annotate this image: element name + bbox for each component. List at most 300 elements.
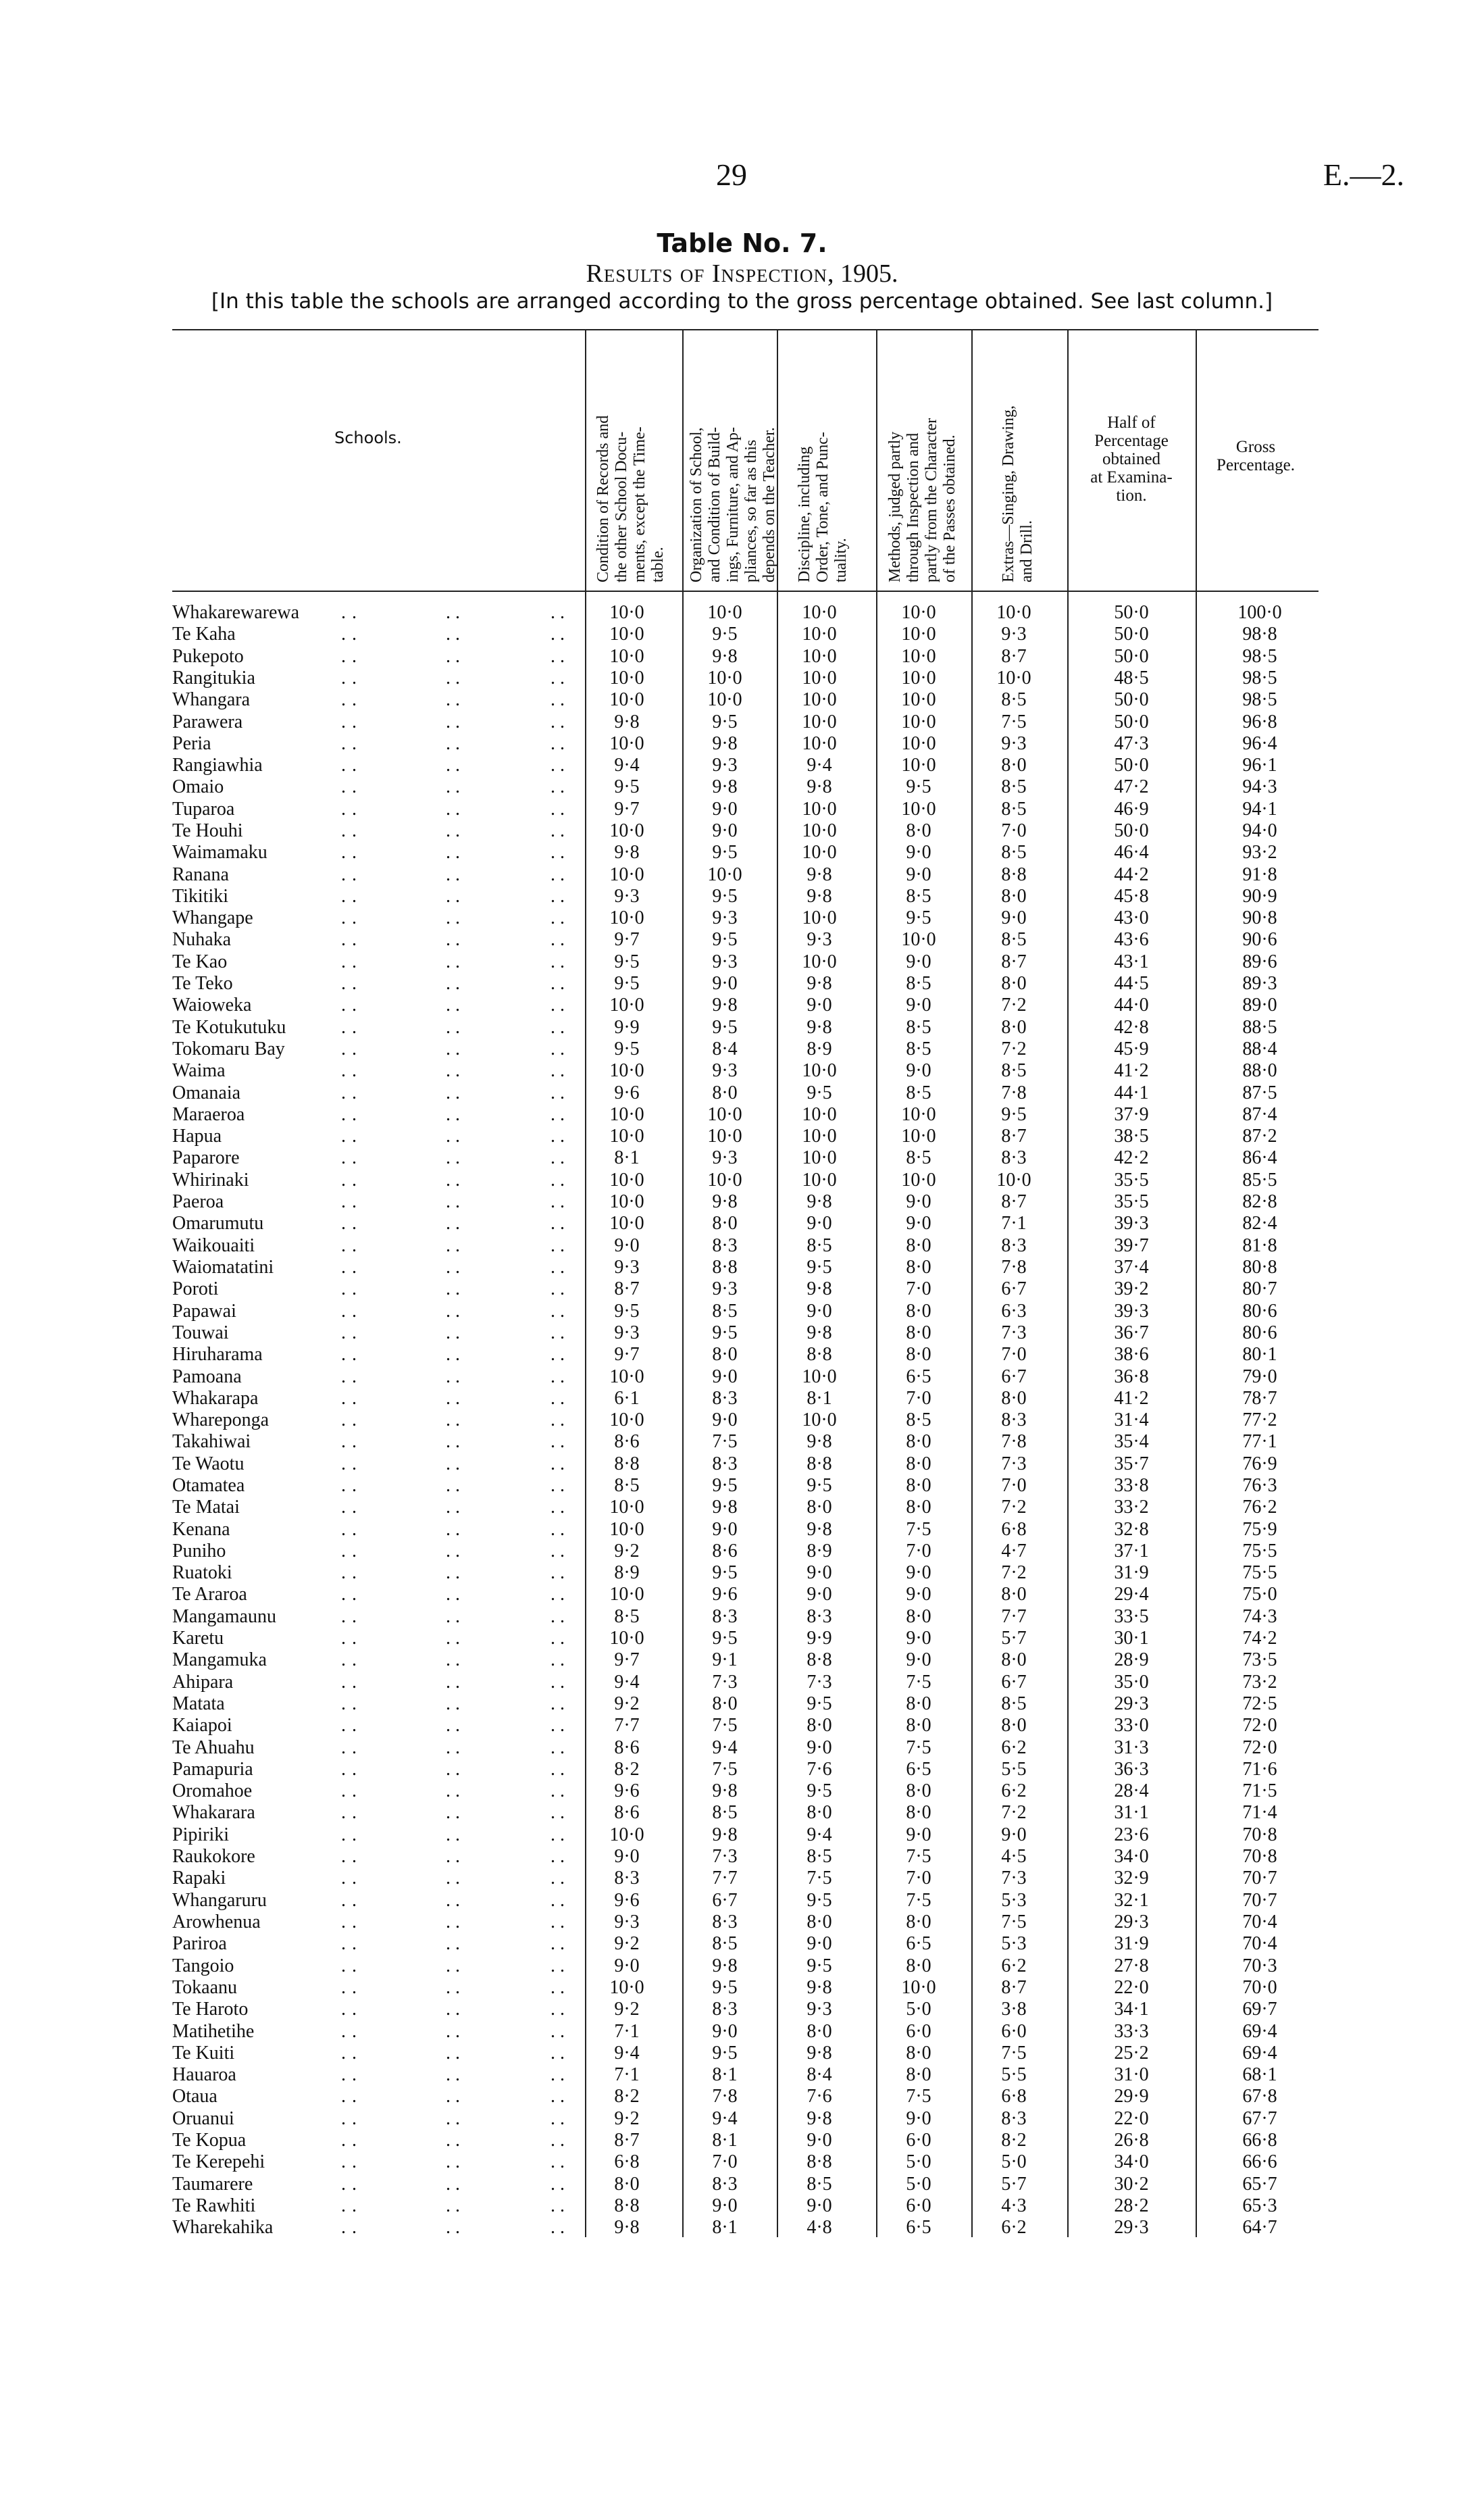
half-percentage: 31·9 [1114, 1562, 1149, 1583]
methods-score: 8·0 [906, 1322, 931, 1343]
extras-score: 6·2 [1001, 1780, 1027, 1801]
table-row [0, 1082, 1484, 1104]
half-percentage: 37·4 [1114, 1257, 1149, 1278]
half-percentage: 31·4 [1114, 1409, 1149, 1430]
school-name: Waimamaku [172, 842, 267, 863]
extras-score: 7·0 [1001, 1475, 1027, 1496]
methods-score: 7·5 [906, 1737, 931, 1758]
discipline-score: 10·0 [802, 711, 837, 732]
discipline-score: 9·8 [807, 1519, 832, 1540]
leader-dots: . . [341, 1890, 357, 1911]
gross-percentage: 90·8 [1242, 907, 1277, 928]
table-row [0, 1301, 1484, 1322]
extras-score: 6·7 [1001, 1278, 1027, 1299]
table-row [0, 1409, 1484, 1431]
records-score: 10·0 [609, 1366, 644, 1387]
gross-percentage: 72·0 [1242, 1737, 1277, 1758]
school-name: Tangoio [172, 1955, 234, 1976]
records-score: 10·0 [609, 733, 644, 754]
records-score: 7·1 [614, 2064, 640, 2085]
discipline-score: 8·0 [807, 2021, 832, 2042]
table-row [0, 1584, 1484, 1605]
table-row [0, 1890, 1484, 1912]
records-score: 9·7 [614, 1649, 640, 1670]
organization-score: 8·0 [712, 1082, 738, 1103]
half-percentage: 29·4 [1114, 1584, 1149, 1605]
extras-score: 6·2 [1001, 2217, 1027, 2238]
leader-dots: . . [341, 1147, 357, 1168]
organization-score: 7·3 [712, 1846, 738, 1867]
extras-score: 7·2 [1001, 1497, 1027, 1518]
organization-score: 7·7 [712, 1868, 738, 1889]
school-name: Pamapuria [172, 1759, 253, 1780]
leader-dots: . . [341, 646, 357, 667]
school-name: Tuparoa [172, 799, 235, 820]
leader-dots: . . [551, 1322, 565, 1343]
discipline-score: 9·0 [807, 1301, 832, 1322]
records-score: 9·7 [614, 1344, 640, 1365]
leader-dots: . . [341, 2086, 357, 2107]
extras-score: 8·5 [1001, 799, 1027, 820]
gross-percentage: 90·6 [1242, 929, 1277, 950]
gross-percentage: 76·3 [1242, 1475, 1277, 1496]
half-percentage: 35·4 [1114, 1431, 1149, 1452]
leader-dots: . . [341, 2195, 357, 2216]
table-row [0, 1693, 1484, 1715]
methods-score: 5·0 [906, 1999, 931, 2020]
organization-score: 7·0 [712, 2151, 738, 2172]
leader-dots: . . [341, 1344, 357, 1365]
leader-dots: . . [446, 1475, 460, 1496]
leader-dots: . . [341, 1693, 357, 1714]
organization-score: 9·8 [712, 1780, 738, 1801]
discipline-score: 10·0 [802, 951, 837, 972]
leader-dots: . . [446, 2130, 460, 2151]
organization-score: 8·3 [712, 1606, 738, 1627]
gross-percentage: 69·4 [1242, 2043, 1277, 2064]
table-row [0, 1104, 1484, 1126]
leader-dots: . . [446, 1846, 460, 1867]
methods-score: 8·0 [906, 1497, 931, 1518]
extras-score: 10·0 [996, 1170, 1031, 1191]
gross-percentage: 79·0 [1242, 1366, 1277, 1387]
methods-score: 10·0 [901, 668, 936, 689]
extras-score: 5·7 [1001, 2174, 1027, 2195]
discipline-score: 9·0 [807, 1213, 832, 1234]
records-score: 10·0 [609, 1213, 644, 1234]
leader-dots: . . [551, 2108, 565, 2129]
records-score: 9·4 [614, 1672, 640, 1693]
school-name: Nuhaka [172, 929, 232, 950]
half-percentage: 22·0 [1114, 2108, 1149, 2129]
extras-score: 8·0 [1001, 755, 1027, 776]
organization-score: 8·3 [712, 1999, 738, 2020]
gross-percentage: 75·0 [1242, 1584, 1277, 1605]
extras-score: 8·0 [1001, 1649, 1027, 1670]
records-score: 10·0 [609, 820, 644, 841]
organization-score: 9·5 [712, 842, 738, 863]
records-score: 9·5 [614, 951, 640, 972]
half-percentage: 30·1 [1114, 1628, 1149, 1649]
leader-dots: . . [551, 1431, 565, 1452]
half-percentage: 44·2 [1114, 864, 1149, 885]
leader-dots: . . [551, 1453, 565, 1474]
discipline-score: 9·0 [807, 995, 832, 1016]
table-row [0, 1278, 1484, 1300]
records-score: 9·7 [614, 929, 640, 950]
extras-score: 8·3 [1001, 1147, 1027, 1168]
organization-score: 9·5 [712, 624, 738, 645]
methods-score: 8·0 [906, 1912, 931, 1932]
table-row [0, 646, 1484, 668]
leader-dots: . . [341, 1912, 357, 1932]
leader-dots: . . [551, 1606, 565, 1627]
leader-dots: . . [446, 755, 460, 776]
discipline-score: 8·8 [807, 1649, 832, 1670]
header-line: through Inspection and [904, 432, 922, 582]
records-score: 10·0 [609, 995, 644, 1016]
school-name: Whangaruru [172, 1890, 267, 1911]
records-score: 9·5 [614, 1301, 640, 1322]
extras-score: 8·5 [1001, 776, 1027, 797]
leader-dots: . . [551, 820, 565, 841]
table-row [0, 2195, 1484, 2217]
school-name: Te Kopua [172, 2130, 247, 2151]
leader-dots: . . [446, 2064, 460, 2085]
school-name: Matata [172, 1693, 225, 1714]
school-name: Te Matai [172, 1497, 240, 1518]
organization-score: 8·1 [712, 2217, 738, 2238]
half-percentage: 31·3 [1114, 1737, 1149, 1758]
discipline-score: 7·3 [807, 1672, 832, 1693]
gross-percentage: 64·7 [1242, 2217, 1277, 2238]
extras-score: 8·2 [1001, 2130, 1027, 2151]
discipline-score: 10·0 [802, 733, 837, 754]
methods-score: 9·0 [906, 1562, 931, 1583]
extras-score: 8·7 [1001, 1191, 1027, 1212]
methods-score: 9·0 [906, 1191, 931, 1212]
extras-score: 7·3 [1001, 1322, 1027, 1343]
discipline-score: 4·8 [807, 2217, 832, 2238]
gross-percentage: 98·5 [1242, 668, 1277, 689]
extras-score: 7·5 [1001, 2043, 1027, 2064]
discipline-score: 8·8 [807, 1453, 832, 1474]
header-line: Gross [1235, 438, 1276, 456]
methods-score: 9·0 [906, 1649, 931, 1670]
gross-percentage: 82·8 [1242, 1191, 1277, 1212]
table-note: [In this table the schools are arranged according to the gross percentage obtained. See last column.] [211, 289, 1273, 314]
gross-percentage: 70·7 [1242, 1868, 1277, 1889]
leader-dots: . . [341, 733, 357, 754]
half-percentage: 46·4 [1114, 842, 1149, 863]
leader-dots: . . [446, 646, 460, 667]
header-line: pliances, so far as this [742, 439, 760, 582]
school-name: Hiruharama [172, 1344, 263, 1365]
half-percentage: 50·0 [1114, 602, 1149, 623]
table-row [0, 1388, 1484, 1409]
records-score: 8·8 [614, 1453, 640, 1474]
organization-score: 9·4 [712, 2108, 738, 2129]
leader-dots: . . [551, 1890, 565, 1911]
leader-dots: . . [341, 1017, 357, 1038]
gross-percentage: 96·4 [1242, 733, 1277, 754]
header-line: tion. [1116, 486, 1147, 505]
column-header-gross-percentage [1196, 438, 1316, 474]
half-percentage: 39·3 [1114, 1301, 1149, 1322]
methods-score: 8·5 [906, 1039, 931, 1059]
school-name: Touwai [172, 1322, 229, 1343]
leader-dots: . . [551, 1737, 565, 1758]
leader-dots: . . [446, 1824, 460, 1845]
records-score: 10·0 [609, 602, 644, 623]
leader-dots: . . [341, 1628, 357, 1649]
discipline-score: 10·0 [802, 1126, 837, 1147]
leader-dots: . . [341, 668, 357, 689]
leader-dots: . . [446, 2043, 460, 2064]
discipline-score: 10·0 [802, 1104, 837, 1125]
half-percentage: 29·3 [1114, 2217, 1149, 2238]
extras-score: 5·0 [1001, 2151, 1027, 2172]
table-row [0, 951, 1484, 973]
column-header-records [594, 416, 667, 582]
records-score: 9·8 [614, 711, 640, 732]
half-percentage: 35·5 [1114, 1191, 1149, 1212]
leader-dots: . . [446, 1693, 460, 1714]
extras-score: 8·3 [1001, 1235, 1027, 1256]
records-score: 8·6 [614, 1431, 640, 1452]
school-name: Oromahoe [172, 1780, 253, 1801]
half-percentage: 30·2 [1114, 2174, 1149, 2195]
discipline-score: 9·8 [807, 2108, 832, 2129]
leader-dots: . . [446, 1213, 460, 1234]
table-row [0, 1453, 1484, 1475]
organization-score: 9·8 [712, 776, 738, 797]
methods-score: 7·5 [906, 2086, 931, 2107]
half-percentage: 39·3 [1114, 1213, 1149, 1234]
records-score: 7·1 [614, 2021, 640, 2042]
leader-dots: . . [341, 864, 357, 885]
discipline-score: 9·8 [807, 1977, 832, 1998]
discipline-score: 9·0 [807, 1737, 832, 1758]
gross-percentage: 70·4 [1242, 1933, 1277, 1954]
school-name: Pipiriki [172, 1824, 230, 1845]
records-score: 8·6 [614, 1737, 640, 1758]
leader-dots: . . [551, 711, 565, 732]
leader-dots: . . [446, 842, 460, 863]
discipline-score: 9·5 [807, 1082, 832, 1103]
leader-dots: . . [446, 2174, 460, 2195]
discipline-score: 8·0 [807, 1802, 832, 1823]
organization-score: 9·0 [712, 1519, 738, 1540]
methods-score: 8·0 [906, 1780, 931, 1801]
leader-dots: . . [551, 1017, 565, 1038]
half-percentage: 44·1 [1114, 1082, 1149, 1103]
leader-dots: . . [551, 1628, 565, 1649]
leader-dots: . . [446, 1104, 460, 1125]
leader-dots: . . [551, 1933, 565, 1954]
gross-percentage: 86·4 [1242, 1147, 1277, 1168]
half-percentage: 25·2 [1114, 2043, 1149, 2064]
table-row [0, 755, 1484, 776]
organization-score: 9·4 [712, 1737, 738, 1758]
leader-dots: . . [341, 1170, 357, 1191]
header-line: ings, Furniture, and Ap- [724, 427, 742, 582]
methods-score: 8·0 [906, 1475, 931, 1496]
leader-dots: . . [341, 1082, 357, 1103]
leader-dots: . . [446, 2195, 460, 2216]
discipline-score: 7·5 [807, 1868, 832, 1889]
organization-score: 9·5 [712, 711, 738, 732]
organization-score: 9·3 [712, 1060, 738, 1081]
header-line: at Examina- [1090, 468, 1173, 486]
discipline-score: 7·6 [807, 2086, 832, 2107]
methods-score: 8·5 [906, 973, 931, 994]
discipline-score: 10·0 [802, 1366, 837, 1387]
extras-score: 7·2 [1001, 1562, 1027, 1583]
gross-percentage: 96·8 [1242, 711, 1277, 732]
table-row [0, 1562, 1484, 1584]
header-line: Extras—Singing, Drawing, [1000, 405, 1017, 582]
discipline-score: 10·0 [802, 1409, 837, 1430]
leader-dots: . . [446, 1039, 460, 1059]
extras-score: 8·0 [1001, 1584, 1027, 1605]
leader-dots: . . [446, 1868, 460, 1889]
organization-score: 9·3 [712, 907, 738, 928]
records-score: 9·8 [614, 842, 640, 863]
records-score: 8·0 [614, 2174, 640, 2195]
leader-dots: . . [341, 1366, 357, 1387]
extras-score: 10·0 [996, 668, 1031, 689]
extras-score: 8·7 [1001, 951, 1027, 972]
leader-dots: . . [446, 1955, 460, 1976]
organization-score: 9·8 [712, 646, 738, 667]
methods-score: 6·5 [906, 1759, 931, 1780]
leader-dots: . . [551, 2086, 565, 2107]
gross-percentage: 66·8 [1242, 2130, 1277, 2151]
table-row [0, 711, 1484, 733]
extras-score: 5·3 [1001, 1933, 1027, 1954]
records-score: 8·8 [614, 2195, 640, 2216]
records-score: 10·0 [609, 1191, 644, 1212]
gross-percentage: 88·5 [1242, 1017, 1277, 1038]
organization-score: 8·3 [712, 1453, 738, 1474]
school-name: Tokomaru Bay [172, 1039, 285, 1059]
methods-score: 6·5 [906, 2217, 931, 2238]
organization-score: 9·0 [712, 799, 738, 820]
table-subtitle [0, 259, 1484, 289]
leader-dots: . . [341, 1802, 357, 1823]
half-percentage: 43·1 [1114, 951, 1149, 972]
records-score: 9·7 [614, 799, 640, 820]
half-percentage: 50·0 [1114, 820, 1149, 841]
table-row [0, 1431, 1484, 1453]
discipline-score: 8·1 [807, 1388, 832, 1409]
table-row [0, 1955, 1484, 1977]
discipline-score: 9·8 [807, 1322, 832, 1343]
methods-score: 9·0 [906, 951, 931, 972]
methods-score: 7·0 [906, 1541, 931, 1562]
leader-dots: . . [551, 864, 565, 885]
gross-percentage: 80·1 [1242, 1344, 1277, 1365]
discipline-score: 9·5 [807, 1693, 832, 1714]
leader-dots: . . [551, 776, 565, 797]
leader-dots: . . [446, 1431, 460, 1452]
discipline-score: 8·0 [807, 1497, 832, 1518]
extras-score: 8·0 [1001, 1388, 1027, 1409]
gross-percentage: 73·5 [1242, 1649, 1277, 1670]
table-row [0, 1475, 1484, 1497]
extras-score: 4·5 [1001, 1846, 1027, 1867]
gross-percentage: 89·6 [1242, 951, 1277, 972]
table-row [0, 2108, 1484, 2130]
leader-dots: . . [551, 907, 565, 928]
leader-dots: . . [551, 2021, 565, 2042]
leader-dots: . . [446, 1388, 460, 1409]
discipline-score: 8·5 [807, 1846, 832, 1867]
records-score: 10·0 [609, 689, 644, 710]
methods-score: 10·0 [901, 646, 936, 667]
leader-dots: . . [446, 1802, 460, 1823]
extras-score: 9·0 [1001, 1824, 1027, 1845]
discipline-score: 9·8 [807, 1431, 832, 1452]
table-row [0, 2217, 1484, 2239]
records-score: 10·0 [609, 1170, 644, 1191]
gross-percentage: 94·3 [1242, 776, 1277, 797]
leader-dots: . . [341, 1519, 357, 1540]
school-name: Waiomatatini [172, 1257, 274, 1278]
leader-dots: . . [341, 2130, 357, 2151]
school-name: Peria [172, 733, 211, 754]
leader-dots: . . [341, 1322, 357, 1343]
school-name: Whareponga [172, 1409, 270, 1430]
column-header-methods [886, 418, 959, 582]
table-row [0, 776, 1484, 798]
methods-score: 9·0 [906, 864, 931, 885]
leader-dots: . . [446, 799, 460, 820]
organization-score: 10·0 [707, 602, 742, 623]
leader-dots: . . [551, 1366, 565, 1387]
header-line: and Drill. [1018, 520, 1035, 582]
school-name: Te Ahuahu [172, 1737, 255, 1758]
organization-score: 7·8 [712, 2086, 738, 2107]
extras-score: 9·3 [1001, 624, 1027, 645]
methods-score: 7·5 [906, 1672, 931, 1693]
school-name: Oruanui [172, 2108, 234, 2129]
discipline-score: 8·3 [807, 1606, 832, 1627]
records-score: 10·0 [609, 1824, 644, 1845]
leader-dots: . . [446, 2151, 460, 2172]
table-row [0, 842, 1484, 864]
leader-dots: . . [341, 1278, 357, 1299]
gross-percentage: 71·5 [1242, 1780, 1277, 1801]
organization-score: 9·3 [712, 951, 738, 972]
extras-score: 7·2 [1001, 995, 1027, 1016]
table-row [0, 995, 1484, 1016]
half-percentage: 45·9 [1114, 1039, 1149, 1059]
organization-score: 9·5 [712, 2043, 738, 2064]
organization-score: 9·5 [712, 1017, 738, 1038]
extras-score: 8·0 [1001, 1715, 1027, 1736]
half-percentage: 28·9 [1114, 1649, 1149, 1670]
header-bottom-rule [172, 591, 1319, 592]
leader-dots: . . [551, 2043, 565, 2064]
table-row [0, 886, 1484, 907]
leader-dots: . . [341, 929, 357, 950]
half-percentage: 32·1 [1114, 1890, 1149, 1911]
leader-dots: . . [446, 1780, 460, 1801]
half-percentage: 46·9 [1114, 799, 1149, 820]
half-percentage: 29·3 [1114, 1912, 1149, 1932]
